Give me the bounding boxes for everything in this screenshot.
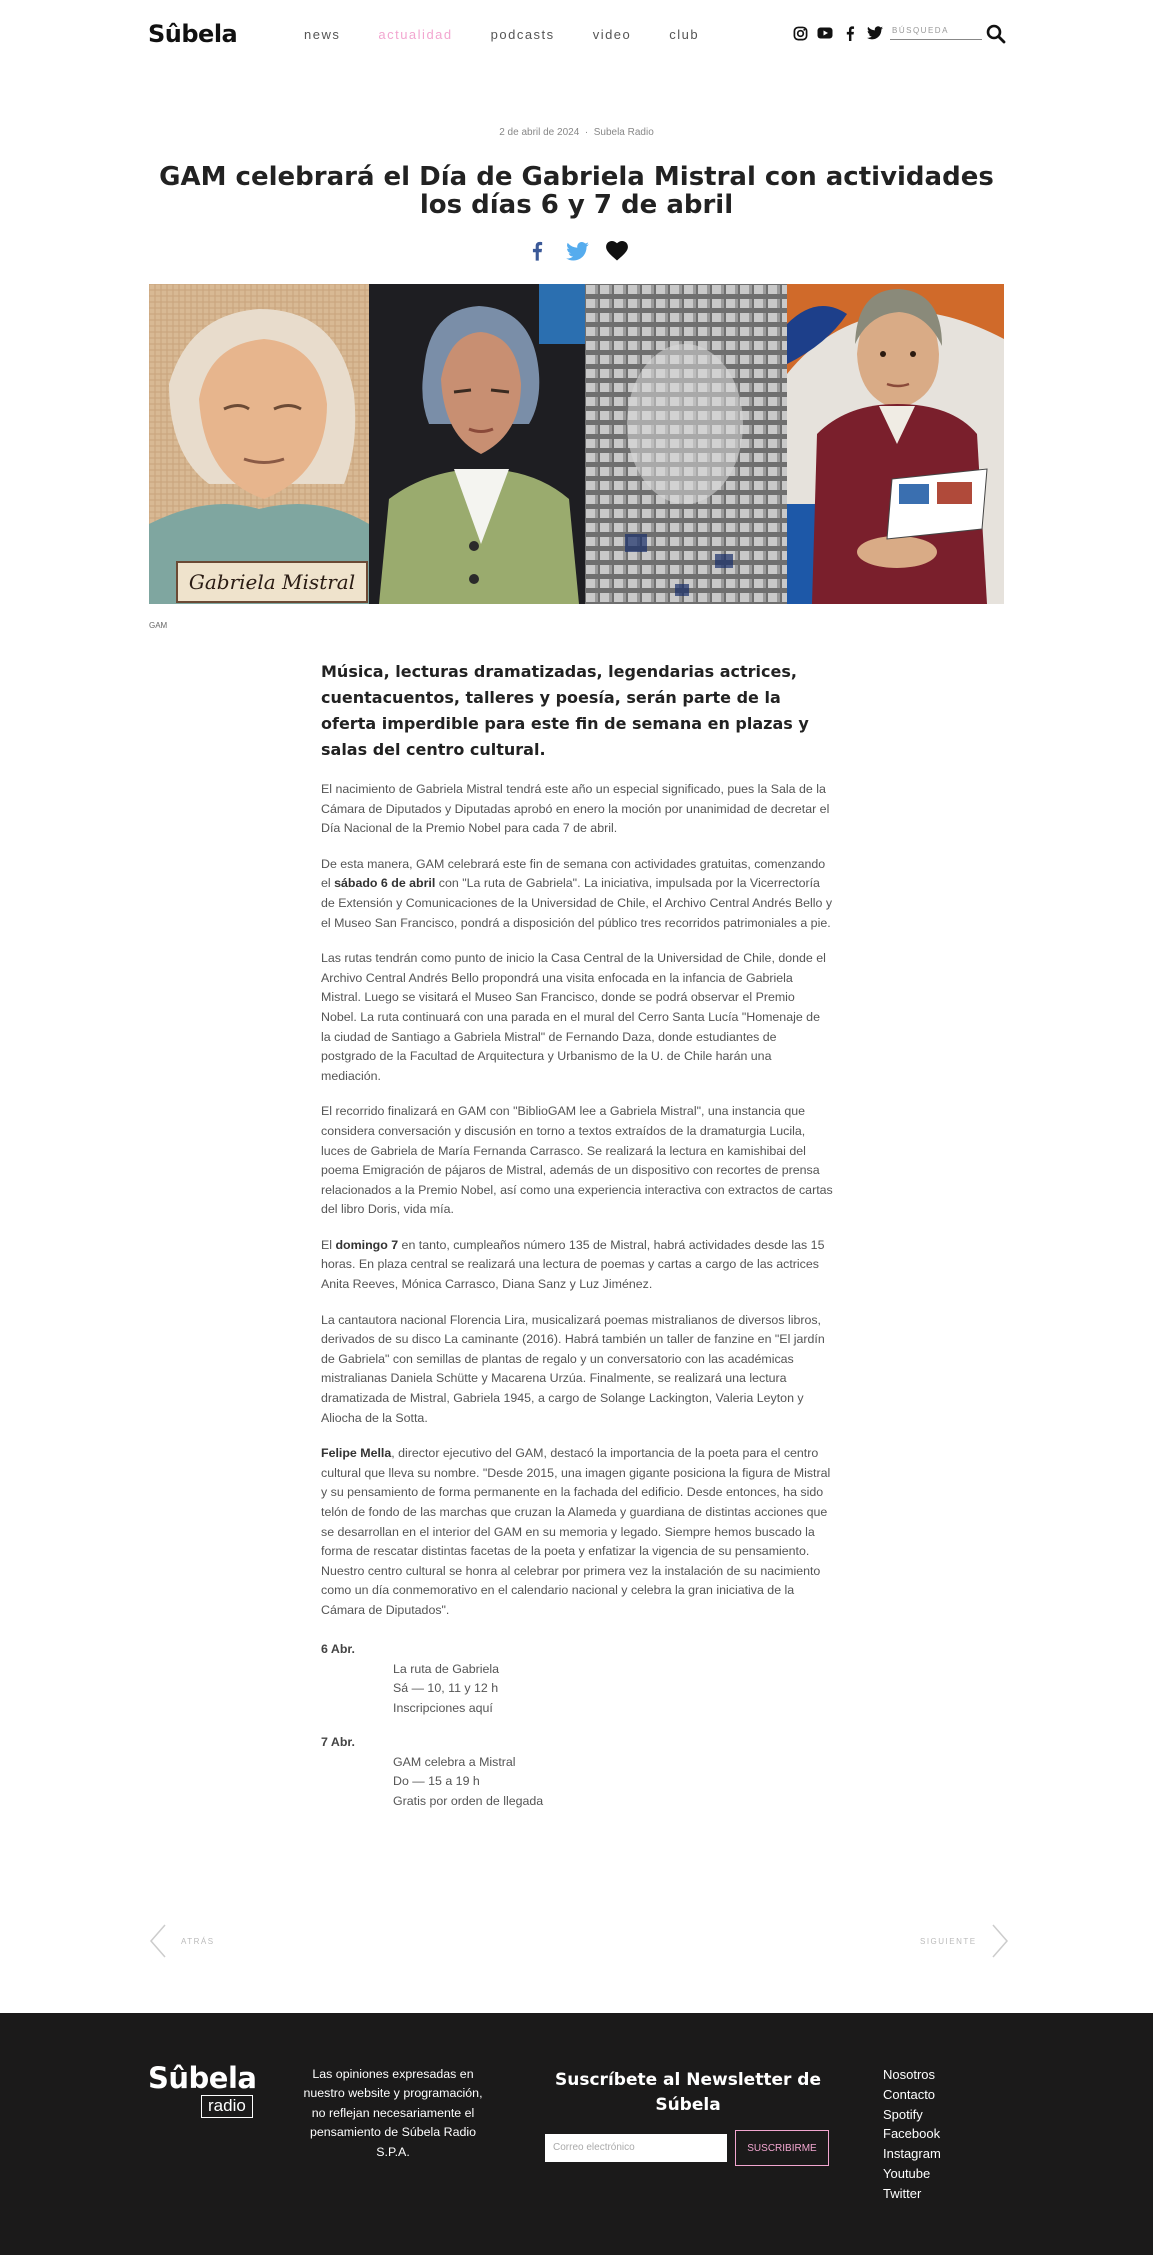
facebook-icon[interactable] bbox=[842, 25, 858, 41]
nav-news[interactable]: news bbox=[304, 27, 341, 42]
newsletter-section bbox=[543, 2068, 833, 2118]
chevron-right-icon bbox=[991, 1923, 1009, 1959]
meta-separator: · bbox=[582, 127, 594, 138]
share-bar bbox=[525, 239, 629, 263]
site-header bbox=[0, 0, 1153, 70]
footer-link-spotify[interactable]: Spotify bbox=[883, 2106, 923, 2122]
p7-text: , director ejecutivo del GAM, destacó la importancia de la poeta para el centro cultural que lleva su nombre. "Desde 2015, una imagen gigante posiciona la figura de Mistral y su pensamiento de forma permanente en la fachada del edificio. Desde entonces, ha sido telón de fondo de las marchas que cruzan la Alameda y guardiana de distintas acciones que se desarrollan en el interior del GAM en su memoria y legado. Siempre hemos buscado la forma de rescatar distintas facetas de la poeta y enfatizar la vigencia de su pensamiento. Nuestro centro cultural se honra al celebrar por primera vez la instalación de su nacimiento como un día conmemorativo en el calendario nacional y celebra la gran iniciativa de la Cámara de Diputados". bbox=[321, 1446, 831, 1617]
nav-video[interactable]: video bbox=[592, 27, 632, 42]
image-caption: GAM bbox=[149, 621, 168, 630]
search-input[interactable]: BÚSQUEDA bbox=[890, 22, 982, 40]
site-logo[interactable]: Sûbela bbox=[148, 20, 238, 48]
p5-bold: domingo 7 bbox=[335, 1237, 399, 1252]
hero-image bbox=[149, 284, 1004, 604]
paragraph-6: La cantautora nacional Florencia Lira, musicalizará poemas mistralianos de diversos libros, derivados de su disco La caminante (2016). Habrá también un taller de fanzine en "El jardín de Gabriela" con semillas de plantas de regalo y un conversatorio con las académicas mistralianas Daniela Schütte y Macarena Urzúa. Finalmente, se realizará una lectura dramatizada de Mistral, Gabriela 1945, a cargo de Solange Lackington, Valeria Leyton y Aliocha de la Sotta. bbox=[321, 1312, 825, 1425]
schedule-line: La ruta de Gabriela bbox=[393, 1661, 500, 1676]
youtube-icon[interactable] bbox=[817, 25, 833, 41]
schedule-info bbox=[393, 1660, 621, 1719]
chevron-left-icon bbox=[149, 1923, 167, 1959]
footer-logo[interactable] bbox=[148, 2063, 270, 2118]
schedule-line: Sá — 10, 11 y 12 h bbox=[393, 1681, 499, 1696]
twitter-share-icon[interactable] bbox=[565, 239, 589, 263]
instagram-icon[interactable] bbox=[792, 25, 808, 41]
paragraph-4: El recorrido finalizará en GAM con "BiblioGAM lee a Gabriela Mistral", una instancia que considera conversación y discusión en torno a textos extraídos de la dramaturgia Lucila, luces de Gabriela de María Fernanda Carrasco. Se realizará la lectura en kamishibai del poema Emigración de pájaros de Mistral, además de un dispositivo con recortes de prensa relacionados a la Premio Nobel, así como una experiencia interactiva con extractos de cartas del libro Doris, vida mía. bbox=[321, 1104, 833, 1217]
main-nav bbox=[304, 27, 737, 42]
paragraph-2 bbox=[321, 855, 833, 933]
newsletter-form bbox=[545, 2130, 829, 2166]
footer-link-contacto[interactable]: Contacto bbox=[883, 2086, 936, 2102]
doll-figure bbox=[787, 284, 1004, 604]
nav-actualidad[interactable]: actualidad bbox=[378, 27, 453, 42]
article-date: 2 de abril de 2024 bbox=[499, 127, 580, 138]
prev-article-button[interactable] bbox=[149, 1923, 215, 1959]
cube-sculpture bbox=[585, 284, 787, 604]
registration-link[interactable]: Inscripciones aquí bbox=[393, 1700, 493, 1715]
next-label: SIGUIENTE bbox=[920, 1936, 977, 1946]
actress-portrait bbox=[369, 284, 585, 604]
mosaic-portrait bbox=[149, 284, 369, 604]
schedule-line: GAM celebra a Mistral bbox=[393, 1754, 516, 1769]
footer-logo-word: Sûbela bbox=[148, 2061, 257, 2095]
twitter-icon[interactable] bbox=[867, 25, 883, 41]
newsletter-title: Suscríbete al Newsletter de Súbela bbox=[555, 2070, 821, 2115]
schedule-day-label: 7 Abr. bbox=[321, 1735, 355, 1749]
footer-links bbox=[883, 2065, 941, 2204]
footer-link-facebook[interactable]: Facebook bbox=[883, 2126, 941, 2142]
footer-logo-sub: radio bbox=[201, 2095, 253, 2118]
schedule-line: Do — 15 a 19 h bbox=[393, 1774, 480, 1789]
p7-bold: Felipe Mella bbox=[321, 1446, 392, 1461]
nav-club[interactable]: club bbox=[669, 27, 700, 42]
heart-icon[interactable] bbox=[605, 239, 629, 263]
p5-text-c: en tanto, cumpleaños número 135 de Mistral, habrá actividades desde las 15 horas. En plaza central se realizará una lectura de poemas y cartas a cargo de las actrices Anita Reeves, Mónica Carrasco, Diana Sanz y Luz Jiménez. bbox=[321, 1237, 825, 1292]
footer-link-nosotros[interactable]: Nosotros bbox=[883, 2067, 936, 2082]
mosaic-signature: Gabriela Mistral bbox=[188, 570, 356, 594]
p2-text-a: De esta manera, GAM celebrará este fin de semana con actividades gratuitas, comenzando el bbox=[321, 856, 826, 891]
footer-link-twitter[interactable]: Twitter bbox=[883, 2185, 922, 2201]
nav-podcasts[interactable]: podcasts bbox=[490, 27, 555, 42]
p2-text-c: con "La ruta de Gabriela". La iniciativa, impulsada por la Vicerrectoría de Extensión y Comunicaciones de la Universidad de Chile, el Archivo Central Andrés Bello y el Museo San Francisco, pondrá a disposición del público tres recorridos patrimoniales a pie. bbox=[321, 876, 833, 930]
footer-link-instagram[interactable]: Instagram bbox=[883, 2146, 941, 2162]
paragraph-5 bbox=[321, 1236, 833, 1295]
article-lead: Música, lecturas dramatizadas, legendarias actrices, cuentacuentos, talleres y poesía, serán parte de la oferta imperdible para este fin de semana en plazas y salas del centro cultural. bbox=[321, 662, 809, 759]
schedule-day-1 bbox=[321, 1640, 621, 1718]
schedule-info bbox=[393, 1753, 621, 1812]
paragraph-3: Las rutas tendrán como punto de inicio la Casa Central de la Universidad de Chile, donde el Archivo Central Andrés Bello propondrá una visita enfocada en la infancia de Gabriela Mistral. Luego se visitará el Museo San Francisco, donde se podrá observar el Premio Nobel. La ruta continuará con una parada en el mural del Cerro Santa Lucía "Homenaje de la ciudad de Santiago a Gabriela Mistral" de Fernando Daza, donde estudiantes de postgrado de la Facultad de Arquitectura y Urbanismo de la U. de Chile harán una mediación. bbox=[321, 951, 826, 1083]
p5-text-a: El bbox=[321, 1237, 336, 1252]
article-body bbox=[321, 780, 833, 1637]
search-icon[interactable] bbox=[986, 24, 1006, 44]
schedule-day-label: 6 Abr. bbox=[321, 1642, 355, 1656]
article-title: GAM celebrará el Día de Gabriela Mistral con actividades los días 6 y 7 de abril bbox=[159, 162, 994, 220]
email-input[interactable]: Correo electrónico bbox=[545, 2134, 727, 2162]
next-article-button[interactable] bbox=[920, 1923, 1009, 1959]
paragraph-1: El nacimiento de Gabriela Mistral tendrá este año un especial significado, pues la Sala de la Cámara de Diputados y Diputadas aprobó en enero la moción por unanimidad de decretar el Día Nacional de la Premio Nobel para cada 7 de abril. bbox=[321, 782, 830, 836]
schedule-day-2 bbox=[321, 1733, 621, 1811]
site-footer bbox=[0, 2013, 1153, 2255]
schedule-line: Gratis por orden de llegada bbox=[393, 1793, 544, 1808]
prev-label: ATRÁS bbox=[181, 1936, 215, 1946]
facebook-share-icon[interactable] bbox=[525, 239, 549, 263]
p2-bold: sábado 6 de abril bbox=[334, 876, 436, 891]
paragraph-7 bbox=[321, 1444, 833, 1620]
footer-link-youtube[interactable]: Youtube bbox=[883, 2165, 931, 2181]
subscribe-button[interactable]: SUSCRIBIRME bbox=[735, 2130, 829, 2166]
social-links bbox=[792, 25, 883, 41]
article-author[interactable]: Subela Radio bbox=[593, 127, 654, 138]
article-meta bbox=[0, 127, 1153, 138]
footer-disclaimer: Las opiniones expresadas en nuestro website y programación, no reflejan necesariamente el pensamiento de Súbela Radio S.P.A. bbox=[303, 2067, 483, 2159]
